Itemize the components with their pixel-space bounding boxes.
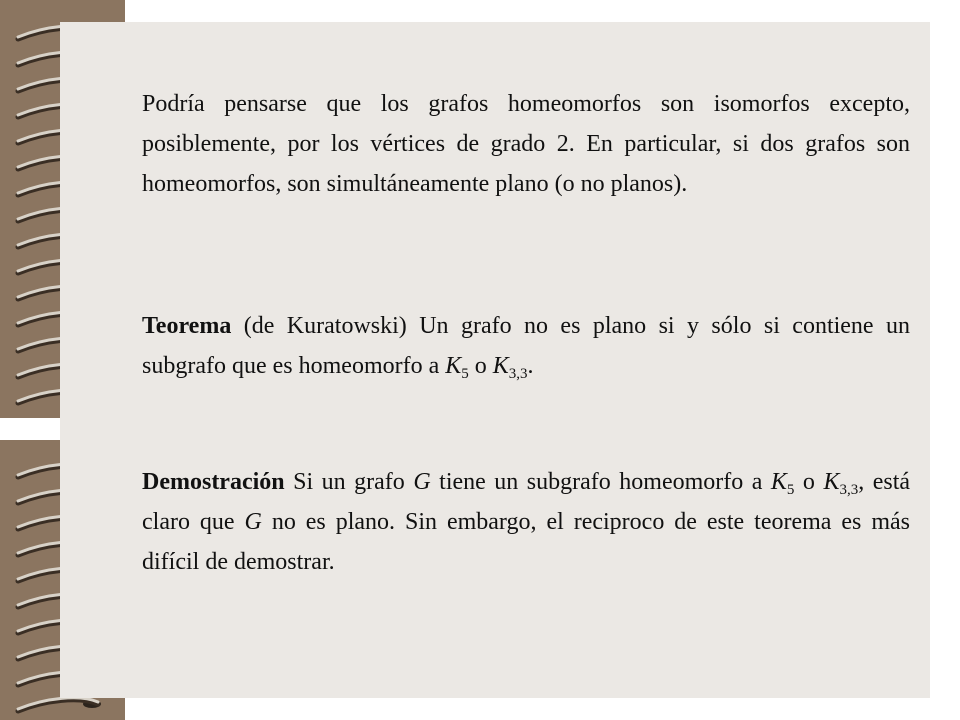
k5-variable: K — [770, 469, 787, 495]
theorem-text-b: o — [468, 353, 493, 379]
proof-text-c: o — [794, 469, 824, 495]
proof-text-a: Si un grafo — [284, 469, 414, 495]
paragraph-text: Podría pensarse que los grafos homeomorfos son isomorfos excepto, posiblemente, por los vértices de grado 2. En particular, si dos grafos son homeomorfos, son simultáneamente plano (o no planos). — [142, 91, 910, 197]
k5-subscript: 5 — [786, 482, 795, 498]
k33-subscript: 3,3 — [839, 482, 859, 498]
k33-subscript: 3,3 — [508, 366, 528, 382]
proof-text-d: , está claro que — [142, 469, 911, 535]
paragraph-homeomorphic — [142, 84, 910, 204]
paragraph-proof — [142, 462, 910, 582]
k33-variable: K — [492, 353, 509, 379]
graph-g-variable: G — [244, 509, 262, 535]
k33-variable: K — [823, 469, 840, 495]
coil-ring — [18, 698, 101, 711]
proof-text-b: tiene un subgrafo homeomorfo a — [430, 469, 771, 495]
k5-subscript: 5 — [461, 366, 469, 382]
theorem-label: Teorema — [142, 313, 232, 339]
paragraph-theorem — [142, 306, 910, 386]
theorem-text-a: (de Kuratowski) Un grafo no es plano si y sólo si contiene un subgrafo que es homeomorfo a — [142, 313, 910, 379]
theorem-text-c: . — [527, 353, 534, 379]
proof-text-e: no es plano. Sin embargo, el reciproco de este teorema es más difícil de demostrar. — [142, 509, 910, 575]
graph-g-variable: G — [413, 469, 431, 495]
k5-variable: K — [445, 353, 462, 379]
proof-label: Demostración — [142, 469, 285, 495]
